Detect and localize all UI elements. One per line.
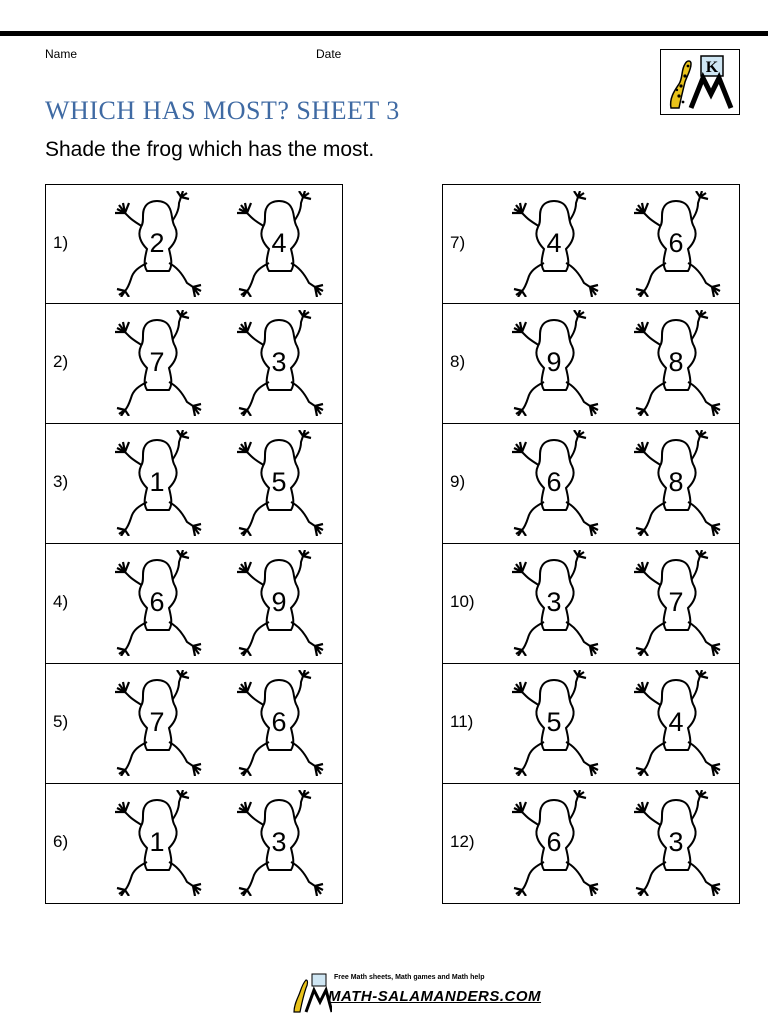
row-right-border xyxy=(739,544,740,663)
frog-number: 4 xyxy=(668,707,684,737)
frog-choice-b[interactable] xyxy=(231,310,327,416)
frog-choice-a[interactable] xyxy=(506,310,602,416)
frog-choice-b[interactable] xyxy=(231,790,327,896)
question-row xyxy=(442,784,740,904)
frog-number: 6 xyxy=(149,587,165,617)
frog-choice-a[interactable] xyxy=(506,790,602,896)
row-right-border xyxy=(342,304,343,423)
page-title: WHICH HAS MOST? SHEET 3 xyxy=(45,96,400,125)
frog-choice-b[interactable] xyxy=(628,430,724,536)
question-row xyxy=(442,424,740,544)
row-left-border xyxy=(442,185,443,303)
question-number: 4) xyxy=(53,592,69,611)
row-left-border xyxy=(442,544,443,663)
frog-choice-b[interactable] xyxy=(231,550,327,656)
frog-number: 7 xyxy=(149,347,165,377)
row-right-border xyxy=(342,424,343,543)
question-row xyxy=(442,544,740,664)
frog-choice-a[interactable] xyxy=(109,430,205,536)
frog-choice-b[interactable] xyxy=(628,310,724,416)
question-number: 9) xyxy=(450,472,466,491)
question-row xyxy=(45,184,343,304)
row-right-border xyxy=(739,424,740,543)
frog-number: 6 xyxy=(546,827,562,857)
footer-tagline: Free Math sheets, Math games and Math help xyxy=(334,974,485,981)
footer-salamander-icon xyxy=(288,972,332,1016)
row-left-border xyxy=(442,424,443,543)
row-right-border xyxy=(342,185,343,303)
frog-number: 5 xyxy=(546,707,562,737)
question-number: 5) xyxy=(53,712,69,731)
row-left-border xyxy=(442,304,443,423)
frog-choice-a[interactable] xyxy=(506,670,602,776)
frog-choice-a[interactable] xyxy=(109,670,205,776)
row-right-border xyxy=(342,664,343,783)
row-right-border xyxy=(342,784,343,903)
row-left-border xyxy=(442,784,443,903)
question-number: 11) xyxy=(450,712,474,731)
row-left-border xyxy=(45,424,46,543)
frog-number: 1 xyxy=(149,467,165,497)
question-row xyxy=(442,304,740,424)
question-row xyxy=(45,664,343,784)
row-right-border xyxy=(342,544,343,663)
question-row xyxy=(442,184,740,304)
frog-number: 6 xyxy=(546,467,562,497)
question-number: 7) xyxy=(450,233,466,252)
frog-choice-a[interactable] xyxy=(109,191,205,297)
question-number: 3) xyxy=(53,472,69,491)
row-left-border xyxy=(45,784,46,903)
frog-choice-a[interactable] xyxy=(109,550,205,656)
row-left-border xyxy=(45,664,46,783)
frog-number: 3 xyxy=(668,827,684,857)
frog-choice-b[interactable] xyxy=(231,670,327,776)
frog-choice-b[interactable] xyxy=(231,430,327,536)
frog-number: 6 xyxy=(668,228,684,258)
instructions: Shade the frog which has the most. xyxy=(45,138,375,161)
row-right-border xyxy=(739,304,740,423)
frog-number: 9 xyxy=(546,347,562,377)
row-right-border xyxy=(739,185,740,303)
row-left-border xyxy=(442,664,443,783)
frog-number: 7 xyxy=(668,587,684,617)
frog-number: 8 xyxy=(668,347,684,377)
question-number: 8) xyxy=(450,352,466,371)
logo-letter: K xyxy=(705,59,719,76)
frog-number: 8 xyxy=(668,467,684,497)
question-row xyxy=(45,784,343,904)
frog-number: 5 xyxy=(271,467,287,497)
question-number: 10) xyxy=(450,592,475,611)
frog-choice-b[interactable] xyxy=(628,191,724,297)
question-number: 6) xyxy=(53,832,69,851)
frog-choice-b[interactable] xyxy=(231,191,327,297)
frog-choice-a[interactable] xyxy=(109,790,205,896)
frog-number: 7 xyxy=(149,707,165,737)
question-number: 12) xyxy=(450,832,475,851)
frog-choice-b[interactable] xyxy=(628,550,724,656)
row-left-border xyxy=(45,544,46,663)
frog-choice-b[interactable] xyxy=(628,670,724,776)
question-row xyxy=(45,544,343,664)
frog-choice-a[interactable] xyxy=(506,191,602,297)
question-row xyxy=(442,664,740,784)
frog-number: 3 xyxy=(546,587,562,617)
salamander-logo xyxy=(660,49,740,115)
frog-number: 3 xyxy=(271,347,287,377)
row-left-border xyxy=(45,185,46,303)
row-left-border xyxy=(45,304,46,423)
top-rule xyxy=(0,31,768,36)
frog-number: 6 xyxy=(271,707,287,737)
frog-number: 1 xyxy=(149,827,165,857)
row-right-border xyxy=(739,784,740,903)
footer-brand: MATH-SALAMANDERS.COM xyxy=(328,988,542,1005)
footer-logo xyxy=(288,972,542,1016)
frog-choice-a[interactable] xyxy=(109,310,205,416)
name-label: Name xyxy=(45,47,78,61)
question-number: 1) xyxy=(53,233,69,252)
frog-choice-b[interactable] xyxy=(628,790,724,896)
right-question-grid xyxy=(442,184,740,904)
question-number: 2) xyxy=(53,352,69,371)
left-question-grid xyxy=(45,184,343,904)
question-row xyxy=(45,424,343,544)
frog-number: 4 xyxy=(546,228,562,258)
frog-number: 4 xyxy=(271,228,287,258)
frog-number: 3 xyxy=(271,827,287,857)
question-row xyxy=(45,304,343,424)
frog-number: 9 xyxy=(271,587,287,617)
date-label: Date xyxy=(316,47,342,61)
row-right-border xyxy=(739,664,740,783)
frog-number: 2 xyxy=(149,228,165,258)
frog-choice-a[interactable] xyxy=(506,430,602,536)
frog-choice-a[interactable] xyxy=(506,550,602,656)
